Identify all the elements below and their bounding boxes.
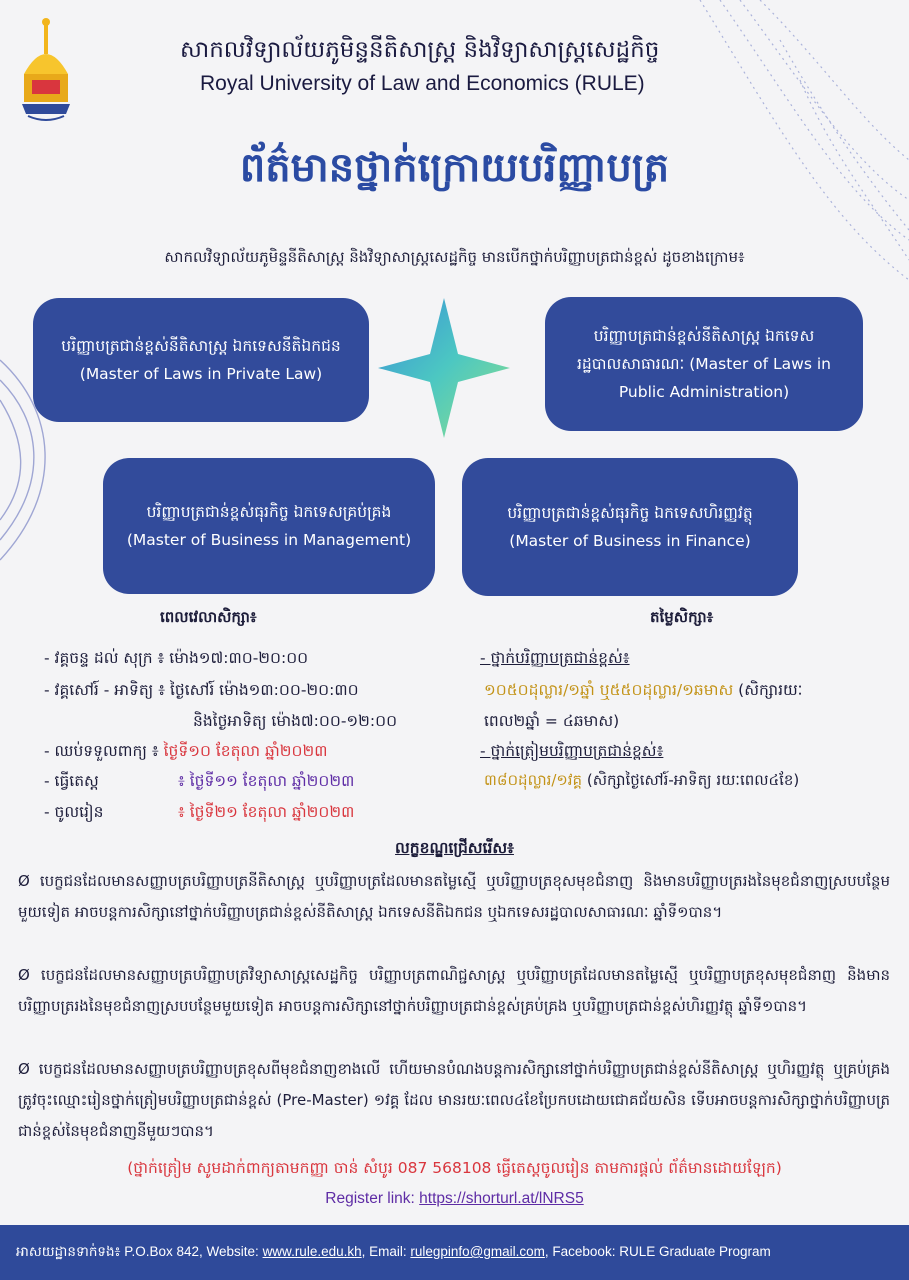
footer-facebook: , Facebook: RULE Graduate Program	[544, 1244, 771, 1259]
program-name-english: (Master of Business in Management)	[126, 531, 412, 549]
schedule-heading: ពេលវេលាសិក្សា៖	[160, 608, 257, 626]
program-name-khmer: បរិញ្ញាបត្រជាន់ខ្ពស់នីតិសាស្ត្រ ឯកទេសរដ្ឋបាលសាធារណៈ	[577, 327, 815, 373]
fee-master-note: (សិក្សារយៈ	[733, 681, 803, 699]
deadline-label: - ឈប់ទទួលពាក្យ ៖	[44, 742, 164, 760]
fee-master-price: ១០៥០ដុល្លារ/១ឆ្នាំ ឬ៥៥០ដុល្លារ/១ឆមាស	[484, 681, 734, 699]
deadline-date: ថ្ងៃទី១០ ខែតុលា ឆ្នាំ២០២៣	[163, 742, 328, 760]
start-label: - ចូលរៀន	[44, 803, 104, 821]
exam-label: - ធ្វើតេស្ត	[44, 772, 99, 790]
university-logo	[18, 14, 74, 124]
program-name-english: (Master of Business in Finance)	[509, 532, 751, 550]
criteria-item: Ø បេក្ខជនដែលមានសញ្ញាបត្របរិញ្ញាបត្រវិទ្យាសាស្ត្រសេដ្ឋកិច្ច បរិញ្ញាបត្រពាណិជ្ជសាស្ត្រ ឬបរិញ្ញាបត្រដែលមានតម្លៃស្មើ ឬបរិញ្ញាបត្រខុសមុខជំនាញ និងមានបរិញ្ញាបត្ររងនៃមុខជំនាញស្របបន្ថែមមួយទៀត អាចបន្តការសិក្សានៅថ្នាក់បរិញ្ញាបត្រជាន់ខ្ពស់គ្រប់គ្រង ឬបរិញ្ញាបត្រជាន់ខ្ពស់ហិរញ្ញវត្ថុ ឆ្នាំទី១បាន។	[18, 966, 890, 1015]
contact-note: (ថ្នាក់ត្រៀម សូមដាក់ពាក្យតាមកញ្ញា ចាន់ សំបូរ 087 568108 ធ្វើតេស្តចូលរៀន តាមការផ្ដល់ ព័ត៌មានដោយឡែក)	[127, 1159, 782, 1177]
program-name-khmer: បរិញ្ញាបត្រជាន់ខ្ពស់ធុរកិច្ច ឯកទេសហិរញ្ញវត្ថុ	[507, 504, 753, 522]
fee-master-label: - ថ្នាក់បរិញ្ញាបត្រជាន់ខ្ពស់៖	[480, 649, 630, 667]
program-name-english: (Master of Laws in Public Administration)	[618, 355, 831, 401]
page-title: ព័ត៌មានថ្នាក់ក្រោយបរិញ្ញាបត្រ	[239, 145, 670, 191]
start-date: ៖ ថ្ងៃទី២១ ខែតុលា ឆ្នាំ២០២៣	[178, 803, 355, 821]
exam-date: ៖ ថ្ងៃទី១១ ខែតុលា ឆ្នាំ២០២៣	[178, 772, 355, 790]
fee-premaster-label: - ថ្នាក់ត្រៀមបរិញ្ញាបត្រជាន់ខ្ពស់៖	[480, 742, 664, 760]
university-name-english: Royal University of Law and Economics (RULE)	[200, 72, 645, 95]
email-link[interactable]: rulegpinfo@gmail.com	[410, 1244, 545, 1259]
star-icon	[378, 298, 510, 438]
footer-bar	[0, 1225, 909, 1280]
schedule-weekend: - វគ្គសៅរ៍ - អាទិត្យ ៖ ថ្ងៃសៅរ៍ ម៉ោង១៣:០០-២០:៣០	[44, 681, 359, 699]
fee-premaster-price: ៣៨០ដុល្លារ/១វគ្គ	[484, 771, 583, 789]
schedule-deadline	[44, 741, 327, 764]
program-name-english: (Master of Laws in Private Law)	[79, 365, 323, 383]
website-link[interactable]: www.rule.edu.kh	[262, 1244, 362, 1259]
register-link[interactable]: https://shorturl.at/lNRS5	[419, 1190, 584, 1207]
footer-email-label: , Email:	[361, 1244, 411, 1259]
criteria-item: Ø បេក្ខជនដែលមានសញ្ញាបត្របរិញ្ញាបត្រខុសពីមុខជំនាញខាងលើ ហើយមានបំណងបន្តការសិក្សានៅថ្នាក់បរិញ្ញាបត្រជាន់ខ្ពស់នីតិសាស្ត្រ ឬហិរញ្ញវត្ថុ ឬគ្រប់គ្រង ត្រូវចុះឈ្មោះរៀនថ្នាក់ត្រៀមបរិញ្ញាបត្រជាន់ខ្ពស់ (Pre-Master) ១វគ្គ ដែល មានរយៈពេល៤ខែប្រែកបដោយជោគជ័យសិន ទើបអាចបន្តការសិក្សាថ្នាក់បរិញ្ញាបត្រជាន់ខ្ពស់នៃមុខជំនាញនីមួយៗបាន។	[18, 1060, 890, 1140]
schedule-start	[44, 802, 354, 825]
register-label: Register link:	[325, 1190, 420, 1207]
footer-contact	[16, 1243, 771, 1263]
schedule-exam	[44, 771, 354, 794]
fee-master	[484, 680, 803, 703]
program-card-management	[103, 458, 435, 594]
program-card-public-administration	[545, 297, 863, 431]
fee-master-duration: ពេល២ឆ្នាំ = ៤ឆមាស)	[484, 712, 620, 730]
program-name-khmer: បរិញ្ញាបត្រជាន់ខ្ពស់នីតិសាស្ត្រ ឯកទេសនីតិឯកជន	[61, 337, 341, 355]
fee-premaster	[484, 771, 799, 793]
schedule-weekday: - វគ្គចន្ទ ដល់ សុក្រ ៖ ម៉ោង១៧:៣០-២០:០០	[44, 649, 309, 667]
university-name-khmer: សាកលវិទ្យាល័យភូមិន្ទនីតិសាស្ត្រ និងវិទ្យាសាស្ត្រសេដ្ឋកិច្ច	[180, 37, 660, 63]
program-card-private-law	[33, 298, 369, 422]
register-line	[0, 1190, 909, 1208]
footer-label: អាសយដ្ឋានទាក់ទង៖ P.O.Box 842, Website:	[16, 1244, 263, 1259]
program-card-finance	[462, 458, 798, 596]
fees-heading: តម្លៃសិក្សា៖	[650, 608, 714, 626]
criteria-item: Ø បេក្ខជនដែលមានសញ្ញាបត្របរិញ្ញាបត្រនីតិសាស្ត្រ ឬបរិញ្ញាបត្រដែលមានតម្លៃស្មើ ឬបរិញ្ញាបត្រខុសមុខជំនាញ និងមានបរិញ្ញាបត្ររងនៃមុខជំនាញស្របបន្ថែមមួយទៀត អាចបន្តការសិក្សានៅថ្នាក់បរិញ្ញាបត្រជាន់ខ្ពស់នីតិសាស្ត្រ ឯកទេសនីតិឯកជន ឬឯកទេសរដ្ឋបាលសាធារណៈ ឆ្នាំទី១បាន។	[18, 872, 890, 921]
program-name-khmer: បរិញ្ញាបត្រជាន់ខ្ពស់ធុរកិច្ច ឯកទេសគ្រប់គ្រង	[146, 503, 392, 521]
schedule-weekend-sunday: និងថ្ងៃអាទិត្យ ម៉ោង៧:០០-១២:០០	[193, 712, 398, 730]
intro-text: សាកលវិទ្យាល័យភូមិន្ទនីតិសាស្ត្រ និងវិទ្យាសាស្ត្រសេដ្ឋកិច្ច មានបើកថ្នាក់បរិញ្ញាបត្រជាន់ខ្ពស់ ដូចខាងក្រោម៖	[164, 248, 745, 266]
criteria-heading: លក្ខខណ្ឌជ្រើសរើស៖	[395, 839, 514, 857]
fee-premaster-note: (សិក្សាថ្ងៃសៅរ៍-អាទិត្យ រយៈពេល៤ខែ)	[582, 771, 800, 789]
